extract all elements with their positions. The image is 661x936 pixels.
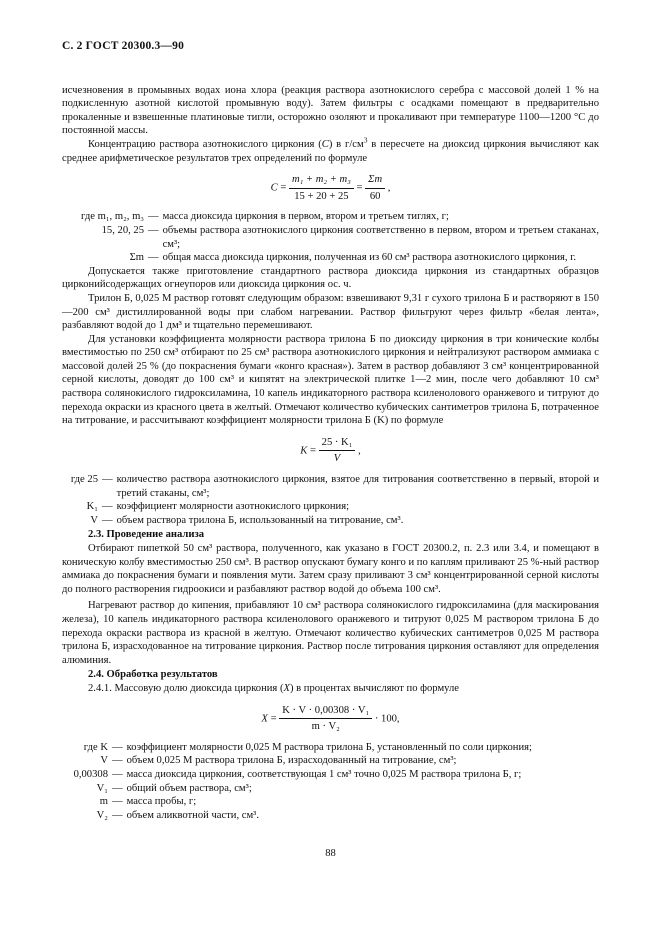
paragraph-analysis-2: Нагревают раствор до кипения, прибавляют 10 см³ раствора солянокислого гидроксиламина (для маскирования железа), 10 капель индикаторного раствора ксиленолового оранжевого и титруют 0,025 М раствором трилона Б до перехода окраски раствора из красной в желтую. Отмечают количество кубических сантиметров 0,025 М раствора трилона Б, израсходованное на титрование циркония. Раствор после титрования циркония оставляют для определения алюминия. — [62, 600, 599, 666]
legend-dash: — — [112, 809, 123, 821]
formula-fraction — [319, 436, 356, 466]
legend-symbol: Σm — [129, 252, 144, 264]
legend-symbol: V — [100, 755, 108, 767]
legend-description: объем 0,025 М раствора трилона Б, израсходованный на титрование, см³; — [126, 755, 457, 767]
paragraph-concentration — [62, 135, 600, 165]
text-fragment: Концентрацию раствора азотнокислого циркония ( — [88, 138, 322, 150]
formula-equals: = — [280, 182, 287, 194]
legend-description: объемы раствора азотнокислого циркония соответственно в первом, втором и третьем стаканах, см³; — [162, 224, 599, 250]
variable-x: X — [283, 682, 290, 694]
legend-description: масса диоксида циркония в первом, втором и третьем тиглях, г; — [162, 211, 449, 223]
page-header: С. 2 ГОСТ 20300.3—90 — [62, 40, 185, 52]
paragraph-2-4-1 — [62, 682, 599, 696]
legend-dash: — — [102, 501, 113, 513]
legend-symbol: 0,00308 — [73, 768, 108, 780]
legend-dash: — — [112, 782, 123, 794]
formula-fraction — [279, 704, 372, 734]
legend-mass-fraction — [62, 741, 599, 823]
legend-symbol: V₁ — [96, 782, 108, 794]
legend-dash: — — [148, 252, 159, 264]
legend-dash: — — [112, 741, 123, 753]
legend-item — [62, 473, 599, 500]
paragraph-intro: исчезновения в промывных водах иона хлора (реакция раствора азотнокислого серебра с массовой долей 1 % на подкисленную азотной кислотой промывную воду). Затем фильтры с осадками помещают в предварительно прокаленные и взвешенные платиновые тигли, осторожно озоляют и прокаливают при температуре 1100—1200 °С до постоянной массы. — [62, 84, 599, 137]
legend-dash: — — [112, 755, 123, 767]
legend-dash: — — [112, 796, 123, 808]
formula-mass-fraction — [62, 704, 599, 734]
legend-description: масса пробы, г; — [126, 796, 197, 808]
text-fragment: ) в г/см — [328, 138, 364, 150]
legend-symbol: m — [99, 796, 108, 808]
legend-item — [62, 741, 599, 755]
legend-dash: — — [102, 474, 113, 486]
fraction-denominator: 15 + 20 + 25 — [294, 190, 349, 202]
legend-symbol: 15, 20, 25 — [101, 224, 144, 236]
legend-dash: — — [102, 514, 113, 526]
formula-tail: , — [387, 182, 391, 194]
legend-item — [62, 782, 599, 796]
legend-description: коэффициент молярности 0,025 М раствора трилона Б, установленный по соли циркония; — [126, 741, 532, 753]
fraction-numerator: K · V · 0,00308 · V₁ — [279, 704, 372, 720]
formula-lhs: C — [270, 182, 278, 194]
page-number: 88 — [325, 848, 336, 859]
formula-lhs: K — [300, 445, 308, 457]
legend-item — [62, 809, 599, 823]
legend-symbol: V — [90, 514, 98, 526]
legend-description: объем раствора трилона Б, использованный на титрование, см³. — [116, 514, 404, 526]
legend-symbol: где 25 — [70, 474, 98, 486]
legend-description: количество раствора азотнокислого циркония, взятое для титрования соответственно в первый, второй и третий стаканы, см³; — [116, 474, 599, 499]
legend-item — [62, 210, 599, 224]
text-fragment: 2.4.1. Массовую долю диоксида циркония ( — [88, 682, 284, 694]
formula-tail: , — [358, 445, 361, 457]
text-fragment: ) в процентах вычисляют по формуле — [289, 682, 459, 694]
superscript: 3 — [363, 135, 368, 145]
fraction-numerator: m₁ + m₂ + m₃ — [289, 173, 354, 189]
legend-item — [62, 795, 599, 809]
document-page — [62, 40, 599, 822]
section-heading-2-3: 2.3. Проведение анализа — [88, 529, 204, 541]
legend-description: масса диоксида циркония, соответствующая 1 см³ точно 0,025 М раствора трилона Б, г; — [126, 768, 522, 780]
formula-equals: = — [310, 445, 316, 457]
formula-concentration — [62, 173, 599, 203]
legend-symbol: V₂ — [96, 809, 108, 821]
legend-coefficient — [62, 473, 599, 527]
legend-item — [62, 224, 599, 251]
fraction-numerator: 25 · K₁ — [319, 436, 356, 452]
variable-c: C — [321, 138, 329, 150]
text-fragment: в пересчете на диоксид циркония вычисляют как среднее арифметическое результатов трех определений по формуле — [62, 138, 600, 164]
legend-item — [62, 251, 599, 265]
fraction-denominator: m · V₂ — [311, 721, 340, 733]
formula-coefficient — [62, 436, 599, 466]
formula-lhs: X — [261, 713, 268, 725]
legend-item — [62, 514, 599, 528]
paragraph-trilon: Трилон Б, 0,025 М раствор готовят следующим образом: взвешивают 9,31 г сухого трилона Б и растворяют в 150—200 см³ дистиллированной воды при слабом нагревании. Раствор фильтруют через фильтр «белая лента», разбавляют водой до 1 дм³ и тщательно перемешивают. — [62, 292, 599, 332]
fraction-numerator: Σm — [365, 173, 385, 189]
paragraph-analysis-1: Отбирают пипеткой 50 см³ раствора, полученного, как указано в ГОСТ 20300.2, п. 2.3 или 3.4, и помещают в коническую колбу вместимостью 250 см³. В раствор опускают бумагу конго и по каплям приливают 25 %-ный раствор аммиака до покраснения бумаги и появления мути. Затем сразу приливают 3 см³ концентрированной серной кислоты до полного растворения гидроокиси и разбавляют раствор водой до объема 100 см³. — [62, 543, 599, 595]
paragraph-coefficient: Для установки коэффициента молярности раствора трилона Б по диоксиду циркония в три конические колбы вместимостью по 250 см³ отбирают по 25 см³ раствора азотнокислого циркония и нейтрализуют раствором аммиака с массовой долей 25 % (до покраснения бумаги «конго красная»). Затем в раствор добавляют 3 см³ концентрированной серной кислоты, доводят до 100 см³ и кипятят на электрической плитке 1—2 мин, после чего добавляют 10 см³ раствора солянокислого гидроксиламина, 10 капель индикаторного раствора ксиленолового оранжевого и титруют до перехода окраски из красного цвета в желтый. Отмечают количество кубических сантиметров трилона Б, потраченное на титрование, и рассчитывают коэффициент молярности трилона Б (K) по формуле — [62, 333, 599, 427]
paragraph-standard: Допускается также приготовление стандартного раствора диоксида циркония из стандартных образцов цирконийсодержащих огнеупоров или диоксида циркония ос. ч. — [62, 265, 599, 291]
legend-dash: — — [148, 224, 159, 236]
formula-tail: · 100, — [374, 713, 400, 725]
formula-fraction — [289, 173, 354, 203]
legend-symbol: K₁ — [86, 501, 98, 513]
formula-fraction — [365, 173, 385, 203]
formula-equals: = — [356, 182, 363, 194]
legend-dash: — — [148, 211, 159, 223]
legend-description: общий объем раствора, см³; — [126, 782, 252, 794]
section-heading-2-4: 2.4. Обработка результатов — [88, 669, 218, 681]
legend-symbol: где K — [83, 741, 108, 753]
fraction-denominator: 60 — [369, 190, 381, 202]
legend-symbol: где m₁, m₂, m₃ — [81, 211, 144, 223]
formula-equals: = — [270, 713, 277, 725]
fraction-denominator: V — [333, 453, 341, 465]
legend-dash: — — [112, 768, 123, 780]
legend-item — [62, 500, 599, 514]
legend-item — [62, 754, 599, 768]
legend-concentration — [62, 210, 599, 264]
legend-description: объем аликвотной части, см³. — [126, 809, 260, 821]
legend-item — [62, 768, 599, 782]
legend-description: коэффициент молярности азотнокислого циркония; — [116, 501, 350, 513]
legend-description: общая масса диоксида циркония, полученная из 60 см³ раствора азотнокислого циркония, г. — [162, 252, 577, 264]
